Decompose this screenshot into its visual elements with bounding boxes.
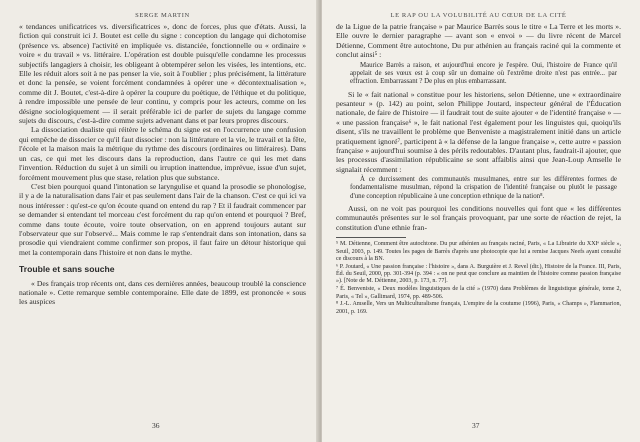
- block-quote-2-text: À ce durcissement des communautés musulmanes, entre sur les différentes formes de fondamentalisme musulman, répond la crispation de l'identité française ou plutôt le passage d'une conception républicaine à une conception ethnique de la nation⁸.: [350, 176, 617, 200]
- right-body-text: [336, 22, 621, 232]
- section-paragraph: « Des français trop récents ont, dans ces dernières années, beaucoup troublé la conscience nationale ». Cette remarque semble contemporaine. Elle date de 1899, est prononcée « sous les auspices: [19, 278, 306, 307]
- left-body-text: [19, 22, 306, 307]
- footnote-8: ⁸ J.-L. Amselle, Vers un Multiculturalisme français, L'empire de la coutume (1996), Paris, « Champs », Flammarion, 2001, p. 169.: [336, 301, 621, 315]
- page-number-left: 36: [152, 421, 160, 430]
- section-heading: Trouble et sans souche: [19, 264, 115, 275]
- footnotes: [336, 241, 621, 316]
- left-paragraph-2: La dissociation dualiste qui réitère le schéma du signe est en l'occurrence une confusion qui empêche de dissocier ce qu'il faut dissocier : non la littérature et la vie, le travail et la fête, l'école et la maison mais la métrique du rythme des discours (ordinaires ou littéraires). Dans un cas, ce qui met les discours dans la reproduction, dans l'autre ce qui les met dans l'invention. Réduction du sujet à un simili ou irruption inattendue, imprévue, issue d'un sujet, forcément mouvement plus que stase, relation plus que substance.: [19, 125, 306, 182]
- left-paragraph-3: C'est bien pourquoi quand l'intonation se laryngulise et quand la prosodie se phonologise, il y a de la naturalisation dans l'air et pas seulement dans l'air de la chanson. C'est ce qui ici va nous intéresser : qu'est-ce qu'on écoute quand on entend du rap ? Et il faudrait commencer par se demander si entendant tel morceau c'est forcément du rap qu'on entend et pourquoi ? Bref, comme dans toute écoute, voire toute observation, on en apprend toujours autant sur l'observateur que sur l'observé... Mais comme le rap s'entendrait dans son intonation, dans sa prosodie qui viendraient comme confirmer son propos, il faut faire un détour historique qui met la contemporain dans l'histoire et non dans le mythe.: [19, 181, 306, 257]
- footnote-5: ⁵ M. Détienne, Comment être autochtone. Du pur athénien au français raciné, Paris, « La Librairie du XXIᵉ siècle », Seuil, 2003, p. 149. Toutes les pages de Barrès d'après une photocopie que lui a remise Jacques Neefs ayant consulté ce discours à la BN.: [336, 241, 621, 262]
- running-head-right: LE RAP OU LA VOLUBILITÉ AU CŒUR DE LA CITÉ: [390, 12, 567, 19]
- left-paragraph-1: « tendances unificatrices vs. diversificatrices », donc de forces, plus que d'états. Aussi, la fiction qui construit ici J. Boutet est celle du signe : conception du langage qui dichotomise (présence vs. absence) l'activité en impliquée vs. distanciée, fonctionnelle ou « ordinaire » voire « du travail » vs. littéraire. L'opération est double puisqu'elle condamne les processus subjectifs langagiers à choisir, les obligeant à obtempérer selon les visées, les intentions, etc. Elle les réduit alors soit à ne pas penser la vie, soit à l'oublier ; plus précisément, la littérature et donc la pensée, se voient forcément condamnées à opérer une « décontextualisation », comme dit J. Boutet, c'est-à-dire à opérer la coupure du poétique, de l'éthique et du politique, à rendre impossible une pensée de leur continu, y compris pour les acteurs, comme on les désigne sociologiquement — il serait préférable ici de parler de sujets du langage comme sujets du discours, c'est-à-dire comme sujets advenant dans et par leurs propres discours.: [19, 22, 306, 126]
- footnote-6: ⁶ P. Joutard, « Une passion française : l'histoire », dans A. Burguière et J. Revel (dir.), Histoire de la France. III, Paris, Éd. du Seuil, 2000, pp. 301-394 (p. 394 : « on ne peut que conclure au maintien de l'histoire comme passion française »). [Note de M. Détienne, 2003, p. 173, n. 77].: [336, 263, 621, 285]
- block-quote-1: [350, 62, 617, 87]
- block-quote-2: [350, 176, 617, 201]
- page-number-right: 37: [472, 421, 480, 430]
- right-paragraph-3: Aussi, on ne voit pas pourquoi les conditions nouvelles qui font que « les différentes communautés présentes sur le sol français provoquant, par une sorte de réaction de rejet, la constitution d'une ethnie fran-: [336, 204, 621, 232]
- running-head-left: SERGE MARTIN: [135, 12, 190, 19]
- footnote-7: ⁷ É. Benveniste, « Deux modèles linguistiques de la cité » (1970) dans Problèmes de linguistique générale, tome 2, Paris, « Tel », Gallimard, 1974, pp. 489-506.: [336, 286, 621, 300]
- right-page: [322, 0, 640, 442]
- right-paragraph-2: Si le « fait national » constitue pour les historiens, selon Détienne, une « extraordinaire pesanteur » (p. 142) au point, selon Philippe Joutard, inspecteur général de l'Éducation nationale, de faire de l'histoire — il faudrait tout de suite ajouter « de l'identité française » — « une passion française⁶ », le fait national l'est également pour les linguistes qui, quoiqu'ils disent, s'ils ne travaillent le problème que Benveniste a magistralement initié dans un article pratiquement ignoré⁷, participent à « la défense de la langue française », cette autre « passion française » aujourd'hui soumise à des périls redoutables. D'autant plus, faudrait-il ajouter, que les processus d'assimilation républicaine se sont affaiblis ainsi que Jean-Loup Amselle le signalait récemment :: [336, 89, 621, 174]
- footnote-rule: [336, 237, 406, 238]
- right-paragraph-1: de la Ligue de la patrie française » par Maurice Barrès sous le titre « La Terre et les morts ». Elle ouvre le dernier paragraphe — avant son « envoi » — du livre récent de Marcel Détienne, Comment être autochtone, Du pur athénien au français raciné qui la commente et conclut ainsi⁵ :: [336, 22, 621, 60]
- block-quote-1-text: Maurice Barrès a raison, et aujourd'hui encore je l'espère. Oui, l'histoire de France qu'il appelait de ses vœux est à coup sûr un domaine où l'extrême droite n'est pas entrée... par effraction. Embarrassant ? De plus en plus embarrassant.: [350, 61, 617, 86]
